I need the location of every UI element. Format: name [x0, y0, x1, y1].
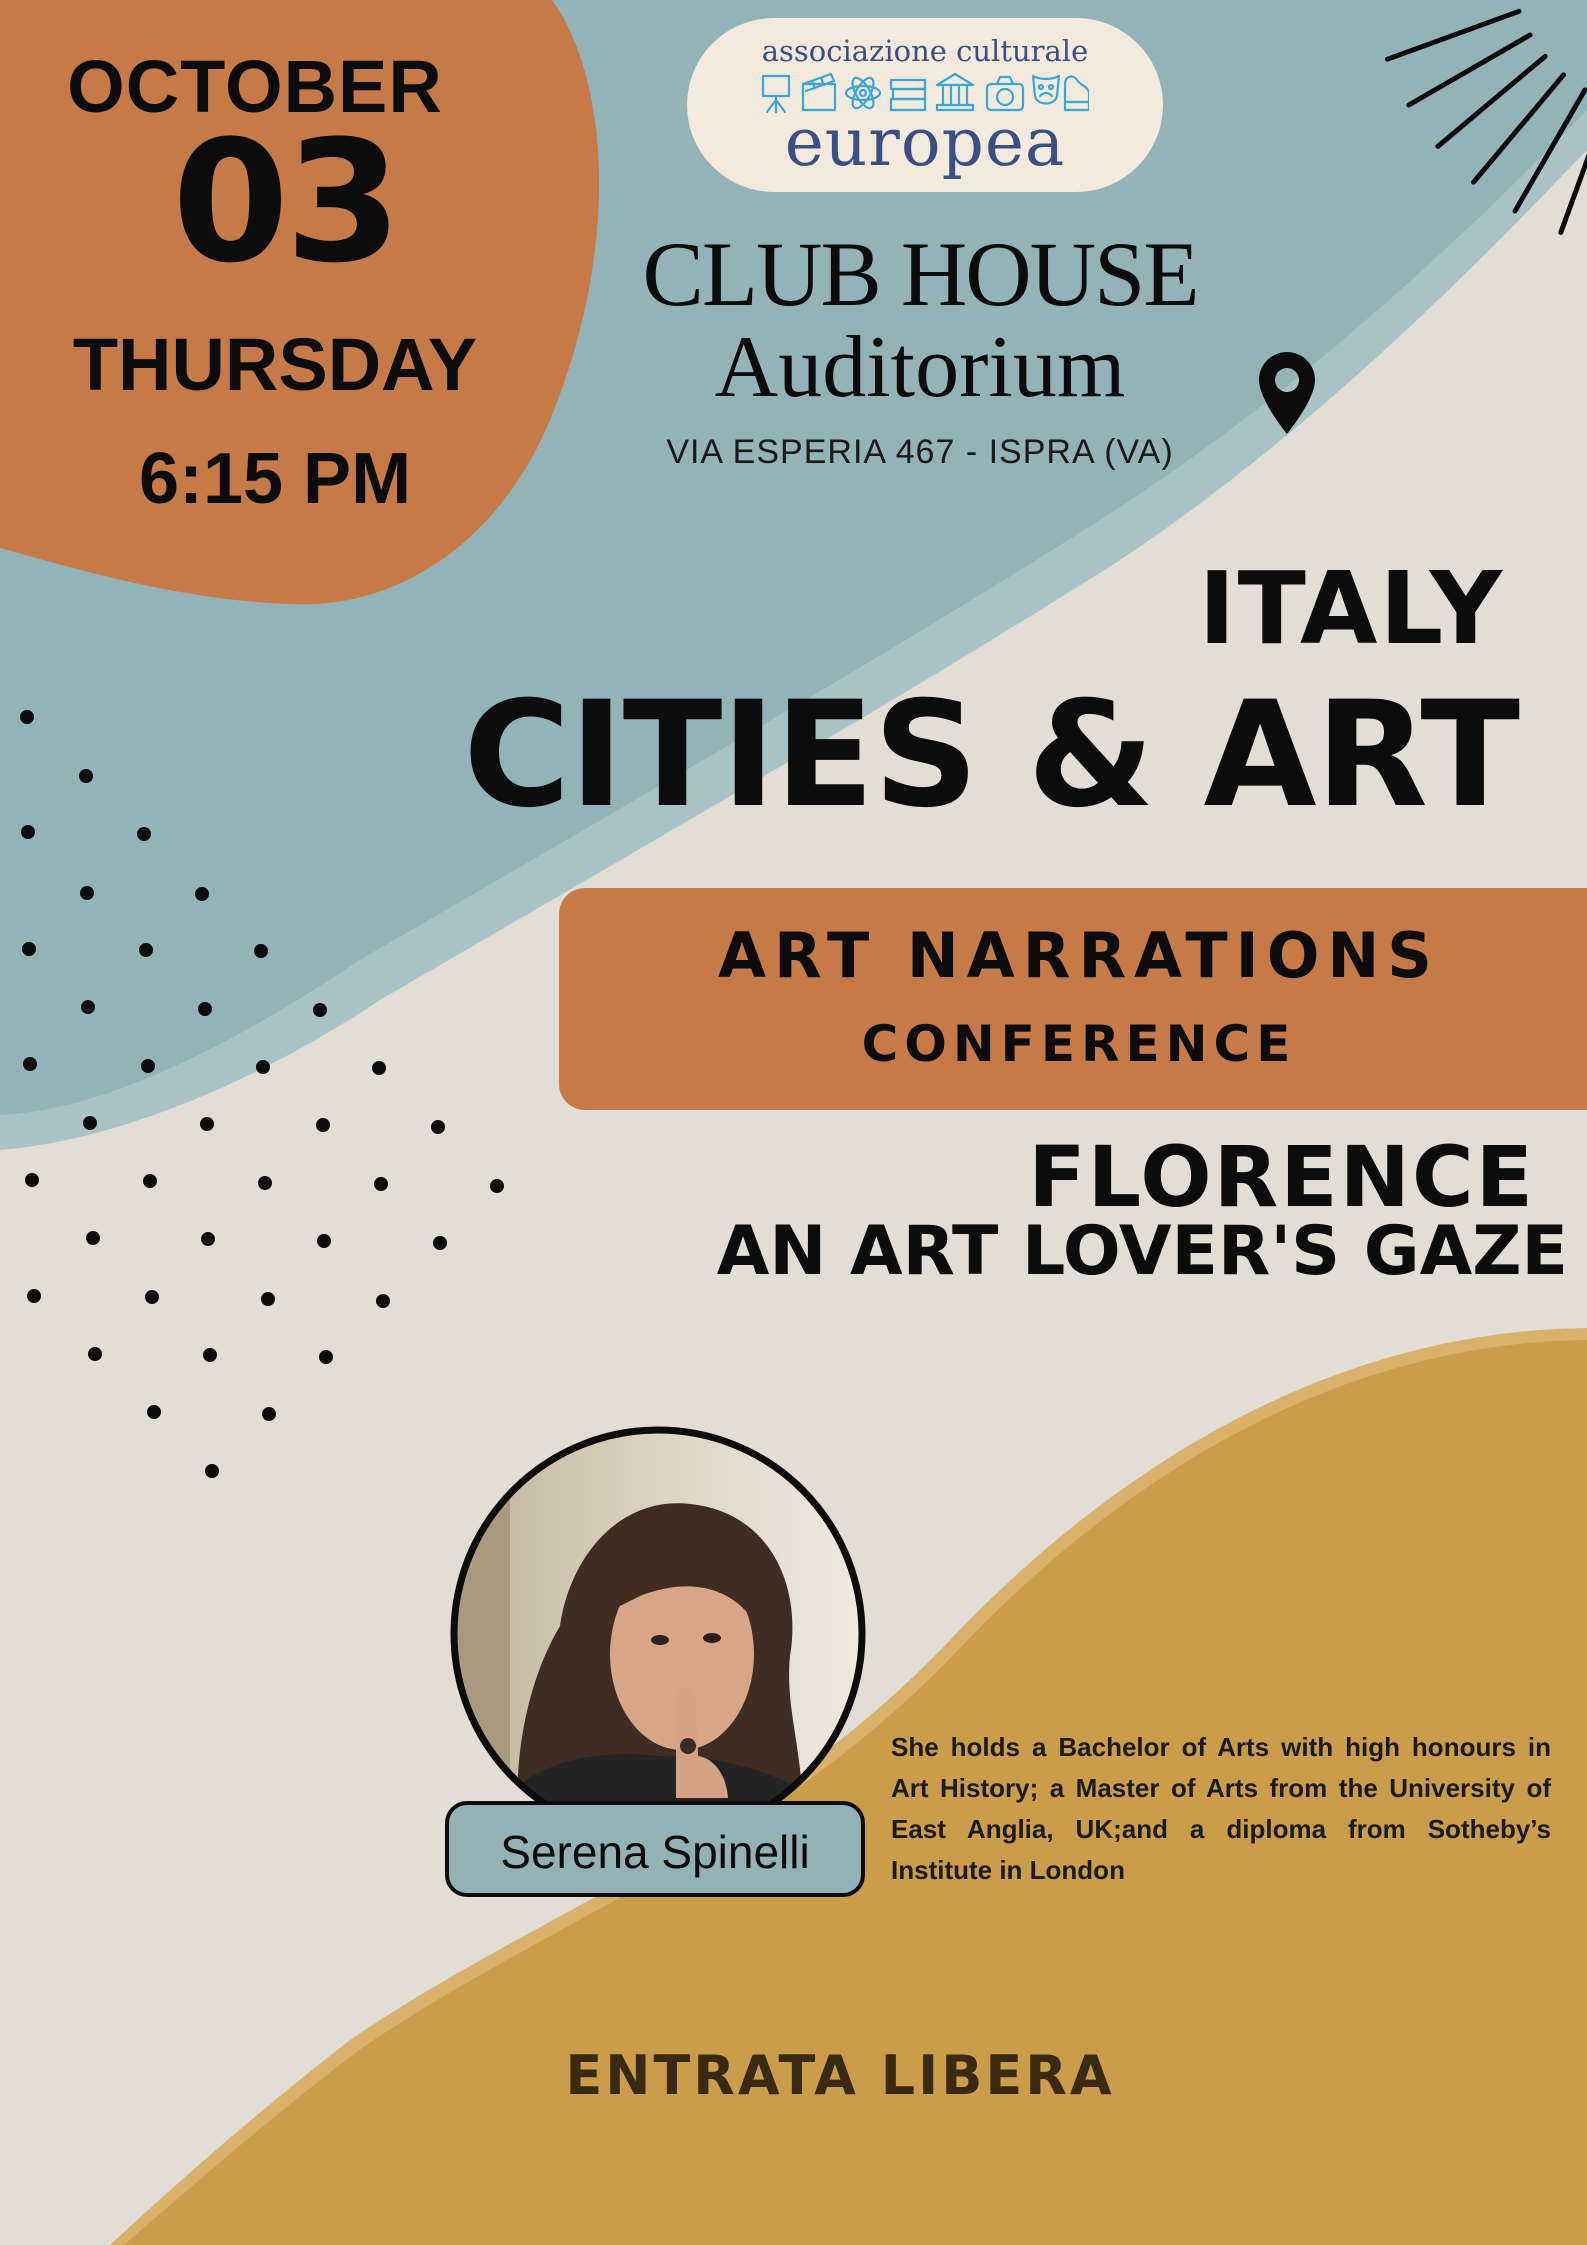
admission-note: ENTRATA LIBERA: [565, 2044, 1115, 2107]
dot: [80, 886, 94, 900]
dot: [319, 1350, 333, 1364]
dot: [22, 942, 36, 956]
dot: [23, 1057, 37, 1071]
dot: [433, 1236, 447, 1250]
dot: [374, 1177, 388, 1191]
dot: [83, 1116, 97, 1130]
dot: [256, 1060, 270, 1074]
logo-tagline: associazione culturale: [761, 34, 1089, 68]
venue-room: Auditorium: [714, 319, 1126, 416]
event-weekday: THURSDAY: [72, 323, 478, 406]
event-type: CONFERENCE: [861, 1015, 1297, 1073]
dot: [203, 1348, 217, 1362]
speaker-bio: She holds a Bachelor of Arts with high honours in Art History; a Master of Arts from the University of East Anglia, UK;and a diploma from Sotheby’s Institute in London: [891, 1732, 1551, 1885]
dot: [27, 1289, 41, 1303]
location-pin-icon: [1259, 352, 1315, 434]
dot: [431, 1120, 445, 1134]
dot: [143, 1174, 157, 1188]
dot: [317, 1234, 331, 1248]
dot: [372, 1061, 386, 1075]
venue-name: CLUB HOUSE: [642, 223, 1198, 325]
topic-city: FLORENCE: [1028, 1128, 1535, 1226]
dot: [198, 1002, 212, 1016]
organizer-logo: [687, 18, 1163, 192]
dot: [200, 1117, 214, 1131]
dot: [195, 887, 209, 901]
dot: [376, 1294, 390, 1308]
speaker-name: Serena Spinelli: [500, 1826, 810, 1878]
event-day: 03: [172, 104, 398, 300]
dot: [316, 1118, 330, 1132]
dot: [201, 1232, 215, 1246]
dot: [205, 1464, 219, 1478]
dot: [139, 943, 153, 957]
series-name: ART NARRATIONS: [718, 919, 1440, 992]
logo-wordmark: europea: [784, 104, 1066, 181]
dot: [137, 827, 151, 841]
dot: [86, 1231, 100, 1245]
dot: [313, 1003, 327, 1017]
venue-address: VIA ESPERIA 467 - ISPRA (VA): [666, 433, 1174, 471]
event-title: CITIES & ART: [463, 670, 1519, 840]
dot: [79, 769, 93, 783]
dot: [25, 1173, 39, 1187]
dot: [261, 1292, 275, 1306]
dot: [81, 1000, 95, 1014]
dot: [145, 1290, 159, 1304]
topic-subtitle: AN ART LOVER'S GAZE: [716, 1212, 1568, 1291]
dot: [262, 1407, 276, 1421]
speaker-name-tag: [445, 1801, 865, 1897]
event-month: OCTOBER: [67, 45, 443, 128]
event-time: 6:15 PM: [138, 439, 412, 519]
dot: [147, 1405, 161, 1419]
series-banner: [559, 888, 1587, 1110]
speaker-portrait: [450, 1426, 866, 1842]
dot: [258, 1176, 272, 1190]
dot: [254, 944, 268, 958]
theater-masks-icon: [1033, 76, 1059, 104]
dot: [141, 1059, 155, 1073]
piano-icon: [1065, 77, 1089, 110]
dot: [490, 1179, 504, 1193]
event-country: ITALY: [1198, 550, 1504, 667]
dot: [20, 710, 34, 724]
dot: [21, 825, 35, 839]
dot: [88, 1347, 102, 1361]
